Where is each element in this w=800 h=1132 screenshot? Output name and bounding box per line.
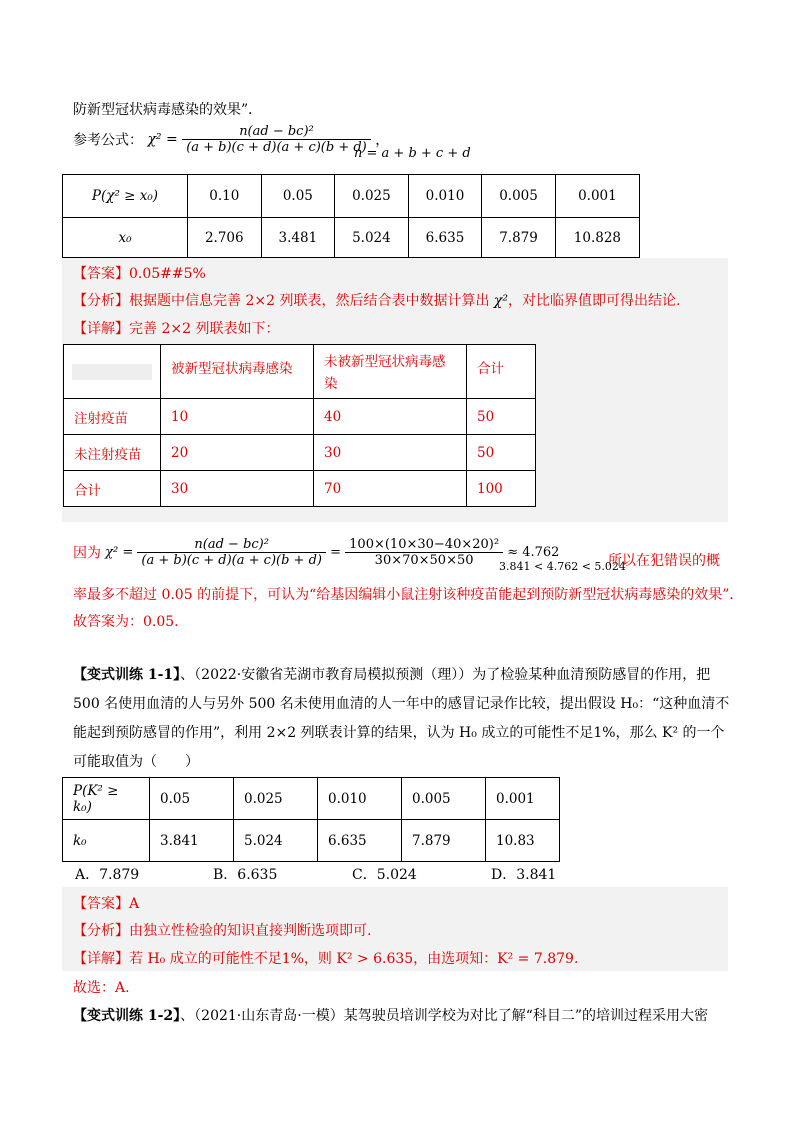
- table3-row2-head: k₀: [63, 820, 150, 862]
- table1-cell: 2.706: [188, 218, 262, 258]
- table3-cell: 0.05: [150, 778, 234, 820]
- formula-fraction: [182, 124, 371, 155]
- final-answer-2: 故选：A.: [73, 980, 130, 996]
- table3-cell: 6.635: [318, 820, 402, 862]
- table3-cell: 0.010: [318, 778, 402, 820]
- question-2-line-3: 能起到预防感冒的作用”，利用 2×2 列联表计算的结果，认为 H₀ 成立的可能性不足1%，那么 K² 的一个: [73, 725, 725, 741]
- calc-prefix: 因为: [73, 545, 101, 562]
- table2-cell: 注射疫苗: [64, 399, 161, 435]
- k-critical-table: [62, 777, 560, 862]
- table2-header: 被新型冠状病毒感染: [161, 345, 314, 399]
- table3-cell: 0.001: [486, 778, 560, 820]
- table3-cell: 0.025: [234, 778, 318, 820]
- table3-cell: 5.024: [234, 820, 318, 862]
- calc-fraction-1: $\frac{\text{n(ad − bc)²}}{(a + b)(c + d)(a + c)(b + d)}$: [137, 537, 326, 568]
- table1-row2-head: x₀: [63, 218, 188, 258]
- question-2-line-2: 500 名使用血清的人与另外 500 名未使用血清的人一年中的感冒记录作比较，提出假设 H₀：“这种血清不: [73, 696, 730, 712]
- detail-1: 【详解】完善 2×2 列联表如下：: [73, 321, 280, 337]
- table2-cell: 合计: [64, 471, 161, 507]
- table2-cell: 100: [467, 471, 536, 507]
- calc-line-2: 率最多不超过 0.05 的前提下，可认为“给基因编辑小鼠注射该种疫苗能起到预防新型冠状病毒感染的效果”．: [73, 587, 744, 603]
- table3-row1-head: P(K² ≥ k₀): [63, 778, 150, 820]
- table1-cell: 6.635: [408, 218, 482, 258]
- table3-cell: 10.83: [486, 820, 560, 862]
- question-2-title: 【变式训练 1-1】: [73, 667, 181, 683]
- table1-cell: 0.001: [555, 175, 639, 218]
- table1-cell: 0.005: [482, 175, 556, 218]
- table2-cell: 50: [467, 399, 536, 435]
- table1-cell: 5.024: [335, 218, 409, 258]
- formula-block: 参考公式： χ² = $\frac{\text{n(ad − bc)²}}{(a + b)(c + d)(a + c)(b + d)}$ ，: [73, 124, 390, 155]
- formula-label: 参考公式：: [73, 132, 143, 149]
- formula-n: n = a + b + c + d: [354, 146, 471, 161]
- contingency-table: [63, 344, 536, 507]
- analysis-1-text-b: ，对比临界值即可得出结论.: [508, 293, 681, 309]
- analysis-1-text-a: 【分析】根据题中信息完善 2×2 列联表，然后结合表中数据计算出: [73, 293, 490, 309]
- table2-cell: 40: [314, 399, 467, 435]
- intro-line: 防新型冠状病毒感染的效果”．: [73, 102, 263, 118]
- detail-2: 【详解】若 H₀ 成立的可能性不足1%，则 K² > 6.635，由选项知：K² = 7.879.: [73, 951, 579, 967]
- table1-cell: 3.481: [261, 218, 335, 258]
- analysis-2: 【分析】由独立性检验的知识直接判断选项即可.: [73, 923, 372, 939]
- table1-cell: 10.828: [555, 218, 639, 258]
- formula-numerator: n(ad − bc)²: [182, 124, 371, 140]
- formula-denominator: (a + b)(c + d)(a + c)(b + d): [186, 140, 367, 155]
- table2-cell: 未注射疫苗: [64, 435, 161, 471]
- calc-line: 因为 χ² = $\frac{\text{n(ad − bc)²}}{(a + b)(c + d)(a + c)(b + d)}$ = $\frac{\text{100×(10×30−40×20)²}}{30\times 70\times 50\times 50}$ ≈ 4.762: [73, 537, 560, 568]
- table3-cell: 0.005: [402, 778, 486, 820]
- final-answer-1: 故答案为：0.05.: [73, 614, 179, 630]
- table1-cell: 7.879: [482, 218, 556, 258]
- calc-suffix: 所以在犯错误的概: [608, 553, 720, 569]
- table1-cell: 0.010: [408, 175, 482, 218]
- calc-compare: 3.841 < 4.762 < 5.024: [499, 560, 626, 573]
- question-3-title: 【变式训练 1-2】: [73, 1008, 181, 1024]
- option-c: C．5.024: [352, 867, 417, 883]
- calc-result: ≈ 4.762: [507, 545, 560, 560]
- table3-cell: 7.879: [402, 820, 486, 862]
- option-a: A．7.879: [75, 867, 140, 883]
- answer-2: 【答案】A: [73, 896, 140, 912]
- question-2-line-4: 可能取值为（ ）: [73, 754, 199, 770]
- table1-cell: 0.10: [188, 175, 262, 218]
- critical-value-table: [62, 174, 640, 258]
- table2-header: 合计: [467, 345, 536, 399]
- analysis-1: 【分析】根据题中信息完善 2×2 列联表，然后结合表中数据计算出 χ²，对比临界值即可得出结论.: [73, 293, 681, 309]
- table1-cell: 0.025: [335, 175, 409, 218]
- table2-cell: 30: [314, 435, 467, 471]
- answer-1: 【答案】0.05##5%: [73, 266, 206, 282]
- table1-row1-head: P(χ² ≥ x₀): [63, 175, 188, 218]
- table1-cell: 0.05: [261, 175, 335, 218]
- table2-header-empty: [64, 345, 161, 399]
- table2-cell: 70: [314, 471, 467, 507]
- formula-chi: χ² =: [147, 131, 178, 148]
- table2-cell: 50: [467, 435, 536, 471]
- question-2-line-1: 【变式训练 1-1】、（2022·安徽省芜湖市教育局模拟预测（理））为了检验某种血清预防感冒的作用，把: [73, 667, 711, 683]
- table2-header: 未被新型冠状病毒感 染: [314, 345, 467, 399]
- calc-fraction-2: $\frac{\text{100×(10×30−40×20)²}}{30\times 70\times 50\times 50}$: [345, 537, 503, 568]
- option-d: D．3.841: [491, 867, 557, 883]
- table2-cell: 20: [161, 435, 314, 471]
- question-3-line-1: 【变式训练 1-2】、（2021·山东青岛·一模）某驾驶员培训学校为对比了解“科目二”的培训过程采用大密: [73, 1008, 709, 1024]
- table2-cell: 10: [161, 399, 314, 435]
- option-b: B．6.635: [213, 867, 278, 883]
- table3-cell: 3.841: [150, 820, 234, 862]
- table2-cell: 30: [161, 471, 314, 507]
